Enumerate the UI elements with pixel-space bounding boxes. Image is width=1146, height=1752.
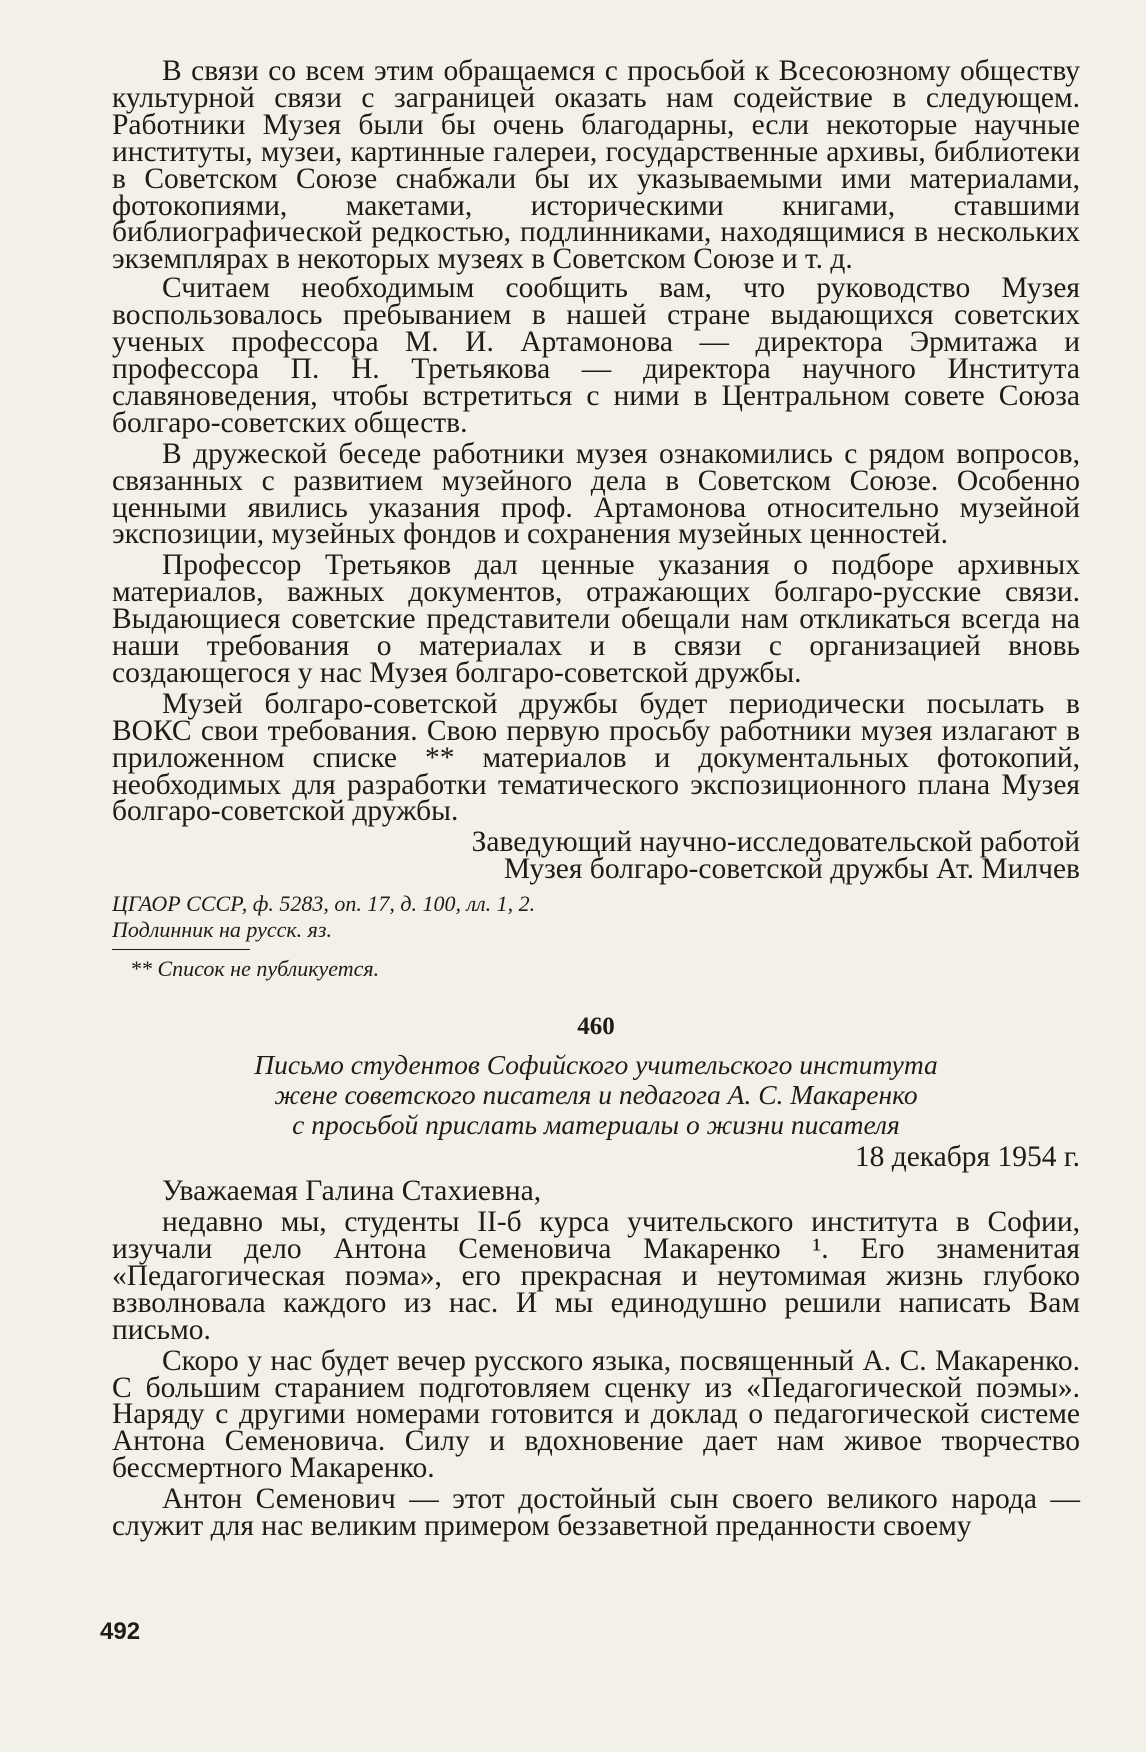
footnote-divider: [112, 949, 250, 950]
footnote: ** Список не публикуется.: [130, 956, 380, 982]
paragraph-2: Считаем необходимым сообщить вам, что руководство Музея воспользовалось пребыванием в нашей стране выдающихся советских ученых профессора М. И. Артамонова — директора Эрмитажа и профессора П. Н. Третьякова — директора научного Института славяноведения, чтобы встретиться с ними в Центральном совете Союза болгаро-советских обществ.: [112, 272, 1080, 439]
original-language-note: Подлинник на русск. яз.: [112, 917, 332, 943]
letter-paragraph-2: Скоро у нас будет вечер русского языка, посвященный А. С. Макаренко. С большим старанием подготовляем сценку из «Педагогической поэмы». Наряду с другими номерами готовится и доклад о педагогической системе Антона Семеновича. Силу и вдохновение дает нам живое творчество бессмертного Макаренко.: [112, 1344, 1080, 1485]
document-number: 460: [577, 1013, 615, 1041]
document-title-line-2: жене советского писателя и педагога А. С. Макаренко: [274, 1079, 918, 1111]
letter-paragraph-1: недавно мы, студенты II-б курса учительского института в Софии, изучали дело Антона Семеновича Макаренко ¹. Его знаменитая «Педагогическая поэма», его прекрасная и неутомимая жизнь глубоко взволновала каждого из нас. И мы единодушно решили написать Вам письмо.: [112, 1206, 1080, 1346]
salutation: Уважаемая Галина Стахиевна,: [162, 1175, 542, 1208]
signature-line-1: Заведующий научно-исследовательской работой: [471, 826, 1080, 859]
document-title-line-3: с просьбой прислать материалы о жизни писателя: [292, 1109, 900, 1141]
page-number: 492: [100, 1618, 141, 1645]
signature-line-2: Музея болгаро-советской дружбы Ат. Милчев: [503, 853, 1080, 886]
archive-source: ЦГАОР СССР, ф. 5283, оп. 17, д. 100, лл. 1, 2.: [112, 891, 536, 917]
paragraph-3: В дружеской беседе работники музея ознакомились с рядом вопросов, связанных с развитием музейного дела в Советском Союзе. Особенно ценными явились указания проф. Артамонова относительно музейной экспозиции, музейных фондов и сохранения музейных ценностей.: [112, 437, 1080, 551]
paragraph-5: Музей болгаро-советской дружбы будет периодически посылать в ВОКС свои требования. Свою первую просьбу работники музея излагают в приложенном списке ** материалов и документальных фотокопий, необходимых для разработки тематического экспозиционного плана Музея болгаро-советской дружбы.: [112, 687, 1080, 828]
document-date: 18 декабря 1954 г.: [854, 1141, 1080, 1174]
document-title-line-1: Письмо студентов Софийского учительского института: [254, 1049, 938, 1081]
document-page: [112, 55, 1080, 1543]
letter-paragraph-3: Антон Семенович — этот достойный сын своего великого народа — служит для нас великим примером беззаветной преданности своему: [112, 1483, 1080, 1543]
paragraph-4: Профессор Третьяков дал ценные указания о подборе архивных материалов, важных документов, отражающих болгаро-русские связи. Выдающиеся советские представители обещали нам откликаться всегда на наши требования о материалах и в связи с организацией вновь создающегося у нас Музея болгаро-советской дружбы.: [112, 549, 1080, 689]
paragraph-1: В связи со всем этим обращаемся с просьбой к Всесоюзному обществу культурной связи с заграницей оказать нам содействие в следующем. Работники Музея были бы очень благодарны, если некоторые научные институты, музеи, картинные галереи, государственные архивы, библиотеки в Советском Союзе снабжали бы их указываемыми ими материалами, фотокопиями, макетами, историческими книгами, ставшими библиографической редкостью, подлинниками, находящимися в нескольких экземплярах в некоторых музеях в Советском Союзе и т. д.: [112, 55, 1080, 276]
